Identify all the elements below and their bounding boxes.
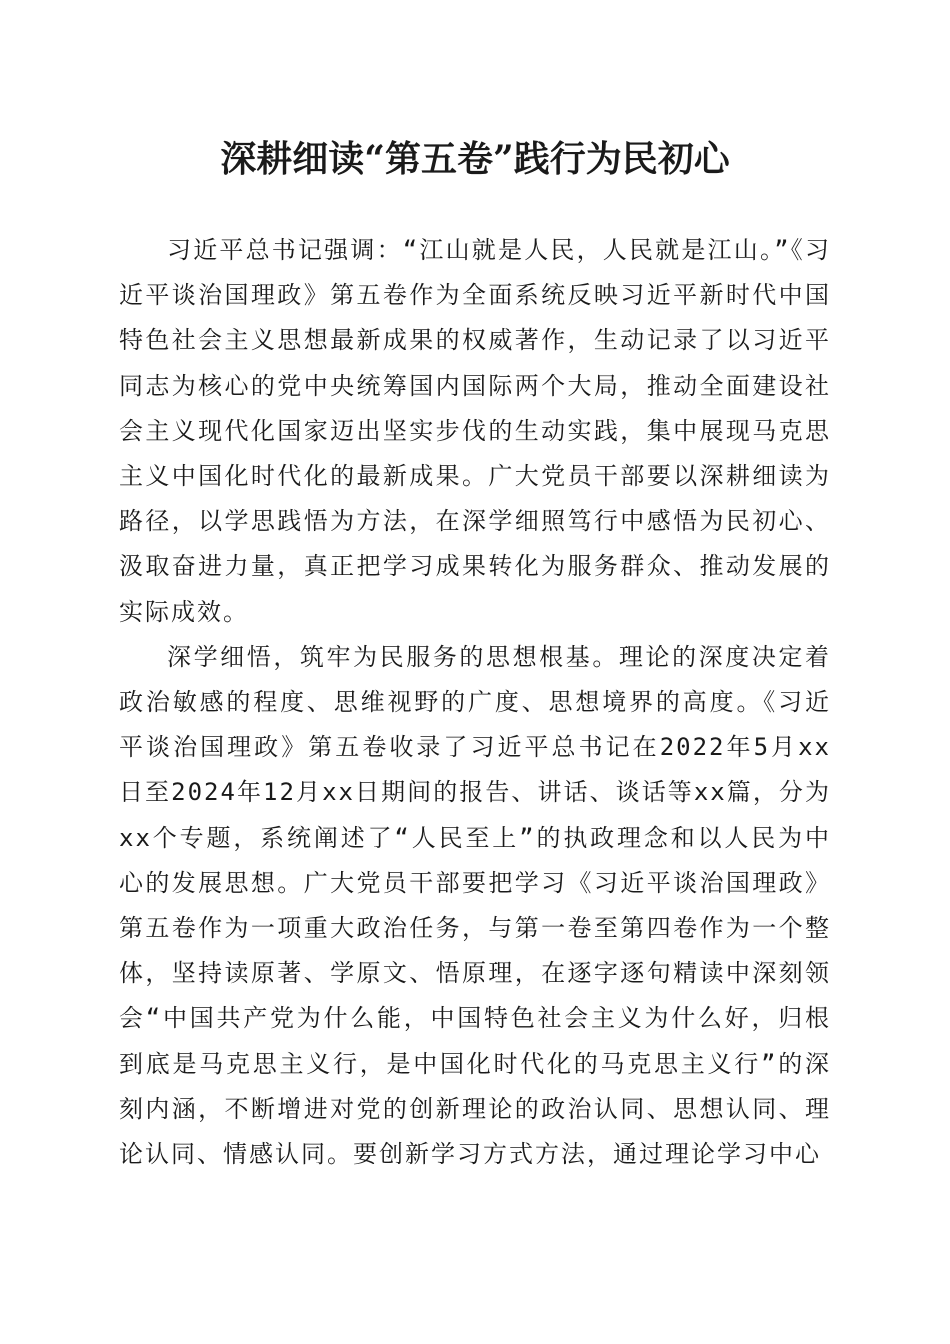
document-body [119,228,831,1177]
paragraph-2: 深学细悟，筑牢为民服务的思想根基。理论的深度决定着政治敏感的程度、思维视野的广度、思想境界的高度。《习近平谈治国理政》第五卷收录了习近平总书记在2022年5月xx日至2024年12月xx日期间的报告、讲话、谈话等xx篇，分为xx个专题，系统阐述了“人民至上”的执政理念和以人民为中心的发展思想。广大党员干部要把学习《习近平谈治国理政》第五卷作为一项重大政治任务，与第一卷至第四卷作为一个整体，坚持读原著、学原文、悟原理，在逐字逐句精读中深刻领会“中国共产党为什么能，中国特色社会主义为什么好，归根到底是马克思主义行，是中国化时代化的马克思主义行”的深刻内涵，不断增进对党的创新理论的政治认同、思想认同、理论认同、情感认同。要创新学习方式方法，通过理论学习中心 [119,642,831,1169]
document-title: 深耕细读“第五卷”践行为民初心 [220,138,730,180]
paragraph-1: 习近平总书记强调：“江山就是人民，人民就是江山。”《习近平谈治国理政》第五卷作为全面系统反映习近平新时代中国特色社会主义思想最新成果的权威著作，生动记录了以习近平同志为核心的党中央统筹国内国际两个大局，推动全面建设社会主义现代化国家迈出坚实步伐的生动实践，集中展现马克思主义中国化时代化的最新成果。广大党员干部要以深耕细读为路径，以学思践悟为方法，在深学细照笃行中感悟为民初心、汲取奋进力量，真正把学习成果转化为服务群众、推动发展的实际成效。 [119,236,831,626]
